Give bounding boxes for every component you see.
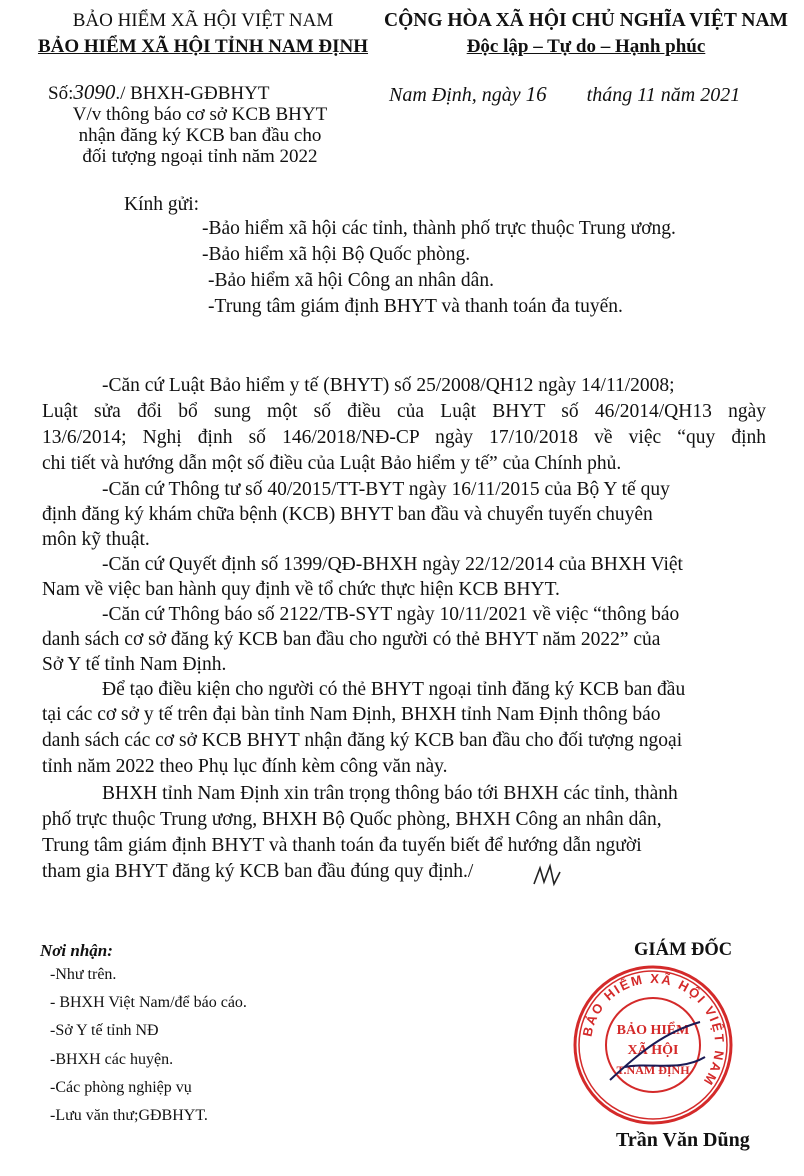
recipients-list-item: -Như trên. xyxy=(50,966,117,983)
date-place: Nam Định, ngày xyxy=(389,84,521,106)
body-line: tham gia BHYT đăng ký KCB ban đầu đúng quy định./ xyxy=(42,861,474,882)
branch-name: BẢO HIỂM XÃ HỘI TỈNH NAM ĐỊNH xyxy=(37,36,369,57)
document-number xyxy=(48,80,269,106)
body-line: 13/6/2014; Nghị định số 146/2018/NĐ-CP ngày 17/10/2018 về việc “quy định xyxy=(42,427,766,448)
recipient-item: -Bảo hiểm xã hội các tỉnh, thành phố trực thuộc Trung ương. xyxy=(202,218,676,239)
body-line: -Căn cứ Luật Bảo hiểm y tế (BHYT) số 25/2008/QH12 ngày 14/11/2008; xyxy=(102,375,675,396)
subject-line: nhận đăng ký KCB ban đầu cho xyxy=(78,125,322,146)
country-name: CỘNG HÒA XÃ HỘI CHỦ NGHĨA VIỆT NAM xyxy=(384,10,788,31)
body-line: phố trực thuộc Trung ương, BHXH Bộ Quốc phòng, BHXH Công an nhân dân, xyxy=(42,809,662,830)
initial-mark-icon xyxy=(530,862,566,890)
date-rest: tháng 11 năm 2021 xyxy=(586,84,741,106)
recipients-list-label: Nơi nhận: xyxy=(40,941,113,960)
body-line: BHXH tỉnh Nam Định xin trân trọng thông báo tới BHXH các tỉnh, thành xyxy=(102,783,678,804)
body-line: -Căn cứ Quyết định số 1399/QĐ-BHXH ngày 22/12/2014 của BHXH Việt xyxy=(102,554,683,575)
body-line: môn kỹ thuật. xyxy=(42,529,150,550)
body-line: tỉnh năm 2022 theo Phụ lục đính kèm công văn này. xyxy=(42,756,448,777)
seal-center-line3: T.NAM ĐỊNH xyxy=(616,1063,690,1077)
body-line: Trung tâm giám định BHYT và thanh toán đa tuyến biết để hướng dẫn người xyxy=(42,835,642,856)
national-motto: Độc lập – Tự do – Hạnh phúc xyxy=(466,36,706,57)
agency-name: BẢO HIỂM XÃ HỘI VIỆT NAM xyxy=(72,10,334,31)
recipients-list-item: -Lưu văn thư;GĐBHYT. xyxy=(50,1107,208,1124)
seal-ring-text: BẢO HIỂM XÃ HỘI VIỆT NAM xyxy=(579,970,728,1090)
recipient-item: -Bảo hiểm xã hội Bộ Quốc phòng. xyxy=(202,244,471,265)
seal-center-line1: BẢO HIỂM xyxy=(616,1023,690,1038)
body-line: Luật sửa đổi bổ sung một số điều của Luật BHYT số 46/2014/QH13 ngày xyxy=(42,401,766,422)
document-date xyxy=(389,82,740,107)
recipients-label: Kính gửi: xyxy=(124,194,200,215)
recipients-list-item: -Sở Y tế tỉnh NĐ xyxy=(50,1022,159,1039)
body-line: Sở Y tế tỉnh Nam Định. xyxy=(42,654,227,675)
number-suffix: ./ BHXH-GĐBHYT xyxy=(115,83,270,104)
recipients-list-item: - BHXH Việt Nam/để báo cáo. xyxy=(50,994,247,1011)
subject-line: V/v thông báo cơ sở KCB BHYT xyxy=(72,104,328,125)
recipients-list-item: -Các phòng nghiệp vụ xyxy=(50,1079,192,1096)
recipients-list-item: -BHXH các huyện. xyxy=(50,1051,174,1068)
body-line: -Căn cứ Thông báo số 2122/TB-SYT ngày 10/11/2021 về việc “thông báo xyxy=(102,604,680,625)
recipient-item: -Trung tâm giám định BHYT và thanh toán đa tuyến. xyxy=(208,296,623,317)
signer-name: Trần Văn Dũng xyxy=(616,1129,750,1151)
body-line: danh sách các cơ sở KCB BHYT nhận đăng ký KCB ban đầu cho đối tượng ngoại xyxy=(42,730,683,751)
signature-title: GIÁM ĐỐC xyxy=(634,940,733,960)
document-subject xyxy=(20,104,380,167)
body-line: định đăng ký khám chữa bệnh (KCB) BHYT ban đầu và chuyển tuyến chuyên xyxy=(42,504,653,525)
number-prefix: Số: xyxy=(48,83,74,104)
subject-line: đối tượng ngoại tỉnh năm 2022 xyxy=(82,146,318,167)
number-value: 3090 xyxy=(73,80,116,104)
body-line: danh sách cơ sở đăng ký KCB ban đầu cho người có thẻ BHYT năm 2022” của xyxy=(42,629,661,650)
body-line: Để tạo điều kiện cho người có thẻ BHYT ngoại tỉnh đăng ký KCB ban đầu xyxy=(102,679,686,700)
recipient-item: -Bảo hiểm xã hội Công an nhân dân. xyxy=(208,270,494,291)
date-day: 16 xyxy=(525,82,547,106)
seal-center-line2: XÃ HỘI xyxy=(627,1043,679,1058)
body-line: -Căn cứ Thông tư số 40/2015/TT-BYT ngày 16/11/2015 của Bộ Y tế quy xyxy=(102,479,670,500)
body-line: Nam về việc ban hành quy định về tổ chức thực hiện KCB BHYT. xyxy=(42,579,560,600)
body-line: tại các cơ sở y tế trên đại bàn tỉnh Nam Định, BHXH tỉnh Nam Định thông báo xyxy=(42,704,661,725)
official-seal-icon xyxy=(570,962,736,1128)
body-line: chi tiết và hướng dẫn một số điều của Luật Bảo hiểm y tế” của Chính phủ. xyxy=(42,453,622,474)
